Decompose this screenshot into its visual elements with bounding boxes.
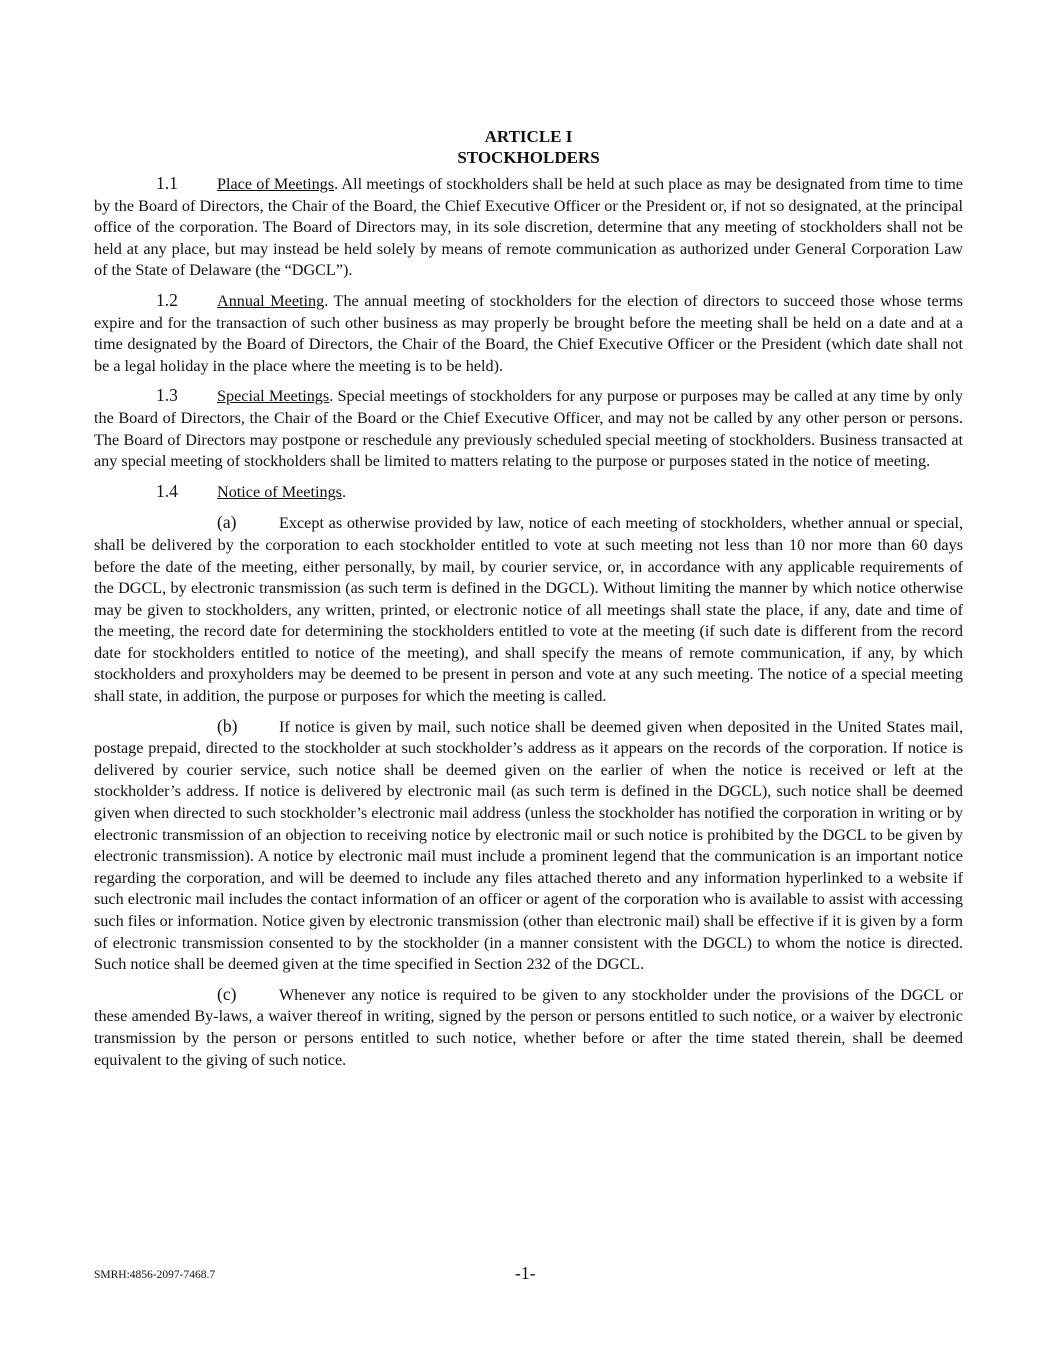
section-1-1 [94,173,963,282]
section-heading: Place of Meetings [217,175,335,193]
section-number: 1.1 [156,173,178,193]
document-page [94,126,963,1079]
subsection-text: Except as otherwise provided by law, notice of each meeting of stockholders, whether annual or special, shall be delivered by the corporation to each stockholder entitled to vote at such meeting not less than 10 nor more than 60 days before the date of the meeting, either personally, by mail, by courier service, or, in accordance with any applicable requirements of the DGCL, by electronic transmission (as such term is defined in the DGCL). Without limiting the manner by which notice otherwise may be given to stockholders, any written, printed, or electronic notice of all meetings shall state the place, if any, date and time of the meeting, the record date for determining the stockholders entitled to vote at the meeting (if such date is different from the record date for stockholders entitled to notice of the meeting), and shall specify the means of remote communication, if any, by which stockholders and proxyholders may be deemed to be present in person and vote at any such meeting. The notice of a special meeting shall state, in addition, the purpose or purposes for which the meeting is called. [94,514,963,706]
footer-page-number: -1- [515,1263,536,1283]
section-number: 1.2 [156,289,178,310]
section-heading: Special Meetings [217,387,330,406]
section-text: . The annual meeting of stockholders for the election of directors to succeed those whose terms expire and for the transaction of such other business as may properly be brought before the meeting shall be held on a date and at a time designated by the Board of Directors, the Chair of the Board, the Chief Executive Officer or the President (which date shall not be a legal holiday in the place where the meeting is to be held). [94,291,963,375]
subsection-b [94,716,963,976]
subsection-text: Whenever any notice is required to be given to any stockholder under the provisions of the DGCL or these amended By-laws, a waiver thereof in writing, signed by the person or persons entitled to such notice, or a waiver by electronic transmission by the person or persons entitled to such notice, whether before or after the time stated therein, shall be deemed equivalent to the giving of such notice. [94,985,963,1069]
subsection-label: (c) [217,983,237,1004]
subsection-text: If notice is given by mail, such notice shall be deemed given when deposited in the United States mail, postage prepaid, directed to the stockholder at such stockholder’s address as it appears on the records of the corporation. If notice is delivered by courier service, such notice shall be deemed given on the earlier of when the notice is received or left at the stockholder’s address. If notice is delivered by electronic mail (as such term is defined in the DGCL), such notice shall be deemed given when directed to such stockholder’s electronic mail address (unless the stockholder has notified the corporation in writing or by electronic transmission of an objection to receiving notice by electronic mail or such notice is prohibited by the DGCL to be given by electronic transmission). A notice by electronic mail must include a prominent legend that the communication is an important notice regarding the corporation, and will be deemed to include any files attached thereto and any information hyperlinked to a website if such electronic mail includes the contact information of an officer or agent of the corporation who is available to assist with accessing such files or information. Notice given by electronic transmission (other than electronic mail) shall be effective if it is given by a form of electronic transmission consented to by the stockholder (in a manner consistent with the DGCL) to whom the notice is directed. Such notice shall be deemed given at the time specified in Section 232 of the DGCL. [94,717,963,974]
section-heading: Annual Meeting [217,291,325,310]
section-number: 1.3 [156,385,178,406]
subsection-c [94,984,963,1071]
footer-document-id: SMRH:4856-2097-7468.7 [94,1269,216,1281]
section-1-3 [94,385,963,472]
section-text: . [341,482,347,501]
section-text: . All meetings of stockholders shall be held at such place as may be designated from time to time by the Board of Directors, the Chair of the Board, the Chief Executive Officer or the President or, if not so designated, at the principal office of the corporation. The Board of Directors may, in its sole discretion, determine that any meeting of stockholders shall not be held at any place, but may instead be held solely by means of remote communication as authorized under General Corporation Law of the State of Delaware (the “DGCL”). [94,175,963,280]
section-1-4 [94,481,963,504]
article-subtitle: STOCKHOLDERS [457,148,600,167]
subsection-label: (b) [217,715,238,736]
section-heading: Notice of Meetings [217,482,342,501]
article-title: ARTICLE I [484,127,573,146]
section-1-2 [94,290,963,377]
section-number: 1.4 [156,480,178,501]
section-text: . Special meetings of stockholders for any purpose or purposes may be called at any time by only the Board of Directors, the Chair of the Board or the Chief Executive Officer, and may not be called by any other person or persons. The Board of Directors may postpone or reschedule any previously scheduled special meeting of stockholders. Business transacted at any special meeting of stockholders shall be limited to matters relating to the purpose or purposes stated in the notice of meeting. [94,387,963,471]
subsection-label: (a) [217,512,237,533]
subsection-a [94,512,963,707]
